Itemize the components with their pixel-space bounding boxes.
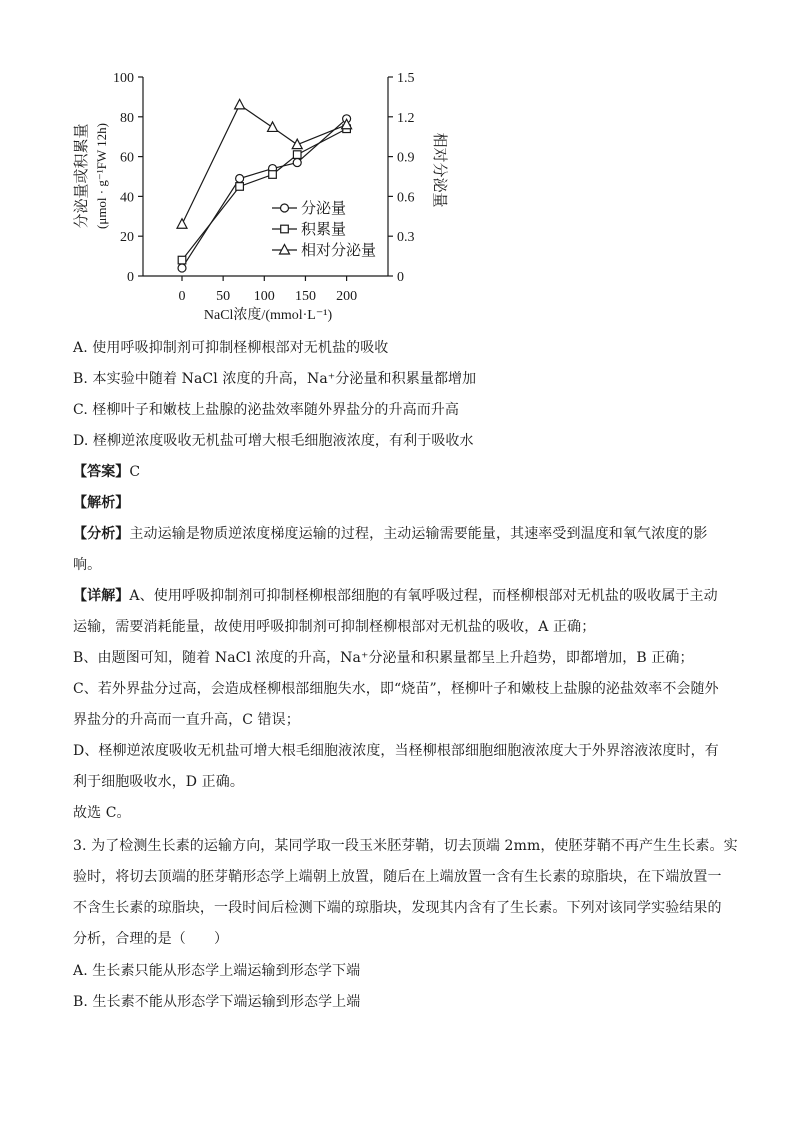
option-c: C. 柽柳叶子和嫩枝上盐腺的泌盐效率随外界盐分的升高而升高 — [73, 402, 460, 418]
x-tick-label: 200 — [336, 289, 358, 304]
data-point-circle — [178, 264, 186, 272]
option-d: D. 柽柳逆浓度吸收无机盐可增大根毛细胞液浓度，有利于吸收水 — [73, 433, 474, 449]
q3-line-1: 3. 为了检测生长素的运输方向，某同学取一段玉米胚芽鞘，切去顶端 2mm，使胚芽鞘不再产生生长素。实 — [73, 838, 738, 854]
y-right-tick-label: 1.2 — [397, 110, 415, 126]
y-right-tick-label: 0.9 — [397, 150, 415, 166]
y-left-tick-label: 80 — [120, 110, 134, 126]
legend-label: 分泌量 — [301, 201, 347, 217]
x-tick-label: 150 — [294, 289, 316, 304]
legend — [272, 200, 376, 259]
fenxi-line-1 — [73, 524, 708, 544]
detail-text-1: A、使用呼吸抑制剂可抑制柽柳根部细胞的有氧呼吸过程，而柽柳根部对无机盐的吸收属于主动 — [129, 588, 718, 604]
q3-option-b: B. 生长素不能从形态学下端运输到形态学上端 — [73, 994, 361, 1010]
nacl-secretion-chart — [0, 0, 794, 330]
y-left-label: 分泌量或积累量 — [74, 123, 90, 229]
y-left-unit: (μmol · g⁻¹FW 12h) — [94, 123, 109, 229]
data-point-circle — [236, 174, 244, 182]
data-point-square — [269, 171, 277, 179]
q3-option-a: A. 生长素只能从形态学上端运输到形态学下端 — [73, 963, 361, 979]
q3-line-2: 验时，将切去顶端的胚芽鞘形态学上端朝上放置，随后在上端放置一含有生长素的琼脂块，在下端放置一 — [73, 869, 722, 885]
q3-line-4: 分析，合理的是（ ） — [73, 931, 229, 947]
answer-value: C — [129, 464, 141, 480]
legend-label: 积累量 — [301, 222, 347, 238]
y-left-tick-label: 20 — [120, 230, 134, 246]
y-right-tick-label: 0.6 — [397, 190, 415, 206]
analysis-heading — [73, 493, 129, 513]
answer-label: 【答案】 — [73, 464, 130, 480]
tick-labels — [113, 71, 415, 304]
data-point-square — [236, 183, 244, 191]
series-line-square — [182, 129, 347, 260]
option-b: B. 本实验中随着 NaCl 浓度的升高，Na⁺分泌量和积累量都增加 — [73, 371, 477, 387]
detail-line-5: 界盐分的升高而一直升高，C 错误； — [73, 712, 300, 728]
detail-label: 【详解】 — [73, 588, 130, 604]
legend-marker-square — [281, 225, 289, 233]
data-point-square — [293, 151, 301, 159]
fenxi-line-2: 响。 — [73, 557, 102, 573]
y-left-tick-label: 60 — [120, 150, 134, 166]
data-point-triangle — [235, 99, 245, 109]
detail-line-3: B、由题图可知，随着 NaCl 浓度的升高，Na⁺分泌量和积累量都呈上升趋势，即都增加，B 正确； — [73, 650, 694, 666]
answer-line — [73, 462, 140, 482]
data-point-triangle — [268, 122, 278, 132]
data-point-circle — [293, 159, 301, 167]
detail-line-2: 运输，需要消耗能量，故使用呼吸抑制剂可抑制柽柳根部对无机盐的吸收，A 正确； — [73, 619, 596, 635]
detail-line-6: D、柽柳逆浓度吸收无机盐可增大根毛细胞液浓度，当柽柳根部细胞细胞液浓度大于外界溶液浓度时，有 — [73, 743, 719, 759]
y-right-label: 相对分泌量 — [431, 132, 447, 208]
fenxi-label: 【分析】 — [73, 526, 130, 542]
y-left-tick-label: 0 — [127, 270, 134, 285]
q3-line-3: 不含生长素的琼脂块，一段时间后检测下端的琼脂块，发现其内含有了生长素。下列对该同学实验结果的 — [73, 900, 722, 916]
data-point-square — [178, 256, 186, 264]
x-axis-label: NaCl浓度/(mmol·L⁻¹) — [203, 308, 333, 323]
legend-marker-triangle — [280, 245, 290, 255]
y-left-tick-label: 40 — [120, 190, 134, 206]
x-tick-label: 0 — [178, 289, 186, 304]
y-right-tick-label: 0 — [397, 270, 404, 285]
detail-line-8: 故选 C。 — [73, 805, 131, 821]
legend-label: 相对分泌量 — [301, 243, 377, 259]
data-point-triangle — [292, 139, 302, 149]
data-point-triangle — [177, 219, 187, 229]
x-tick-label: 50 — [216, 289, 231, 304]
fenxi-text-1: 主动运输是物质逆浓度梯度运输的过程，主动运输需要能量，其速率受到温度和氧气浓度的影 — [129, 526, 708, 542]
legend-marker-circle — [281, 204, 289, 212]
y-right-tick-label: 0.3 — [397, 230, 415, 246]
y-left-tick-label: 100 — [113, 71, 134, 86]
analysis-label: 【解析】 — [73, 495, 130, 511]
option-a: A. 使用呼吸抑制剂可抑制柽柳根部对无机盐的吸收 — [73, 340, 389, 356]
detail-line-4: C、若外界盐分过高，会造成柽柳根部细胞失水，即“烧苗”，柽柳叶子和嫩枝上盐腺的泌盐效率不会随外 — [73, 681, 719, 697]
detail-line-7: 利于细胞吸收水，D 正确。 — [73, 774, 244, 790]
detail-line-1 — [73, 586, 718, 606]
y-right-tick-label: 1.5 — [397, 71, 415, 86]
x-tick-label: 100 — [253, 289, 275, 304]
